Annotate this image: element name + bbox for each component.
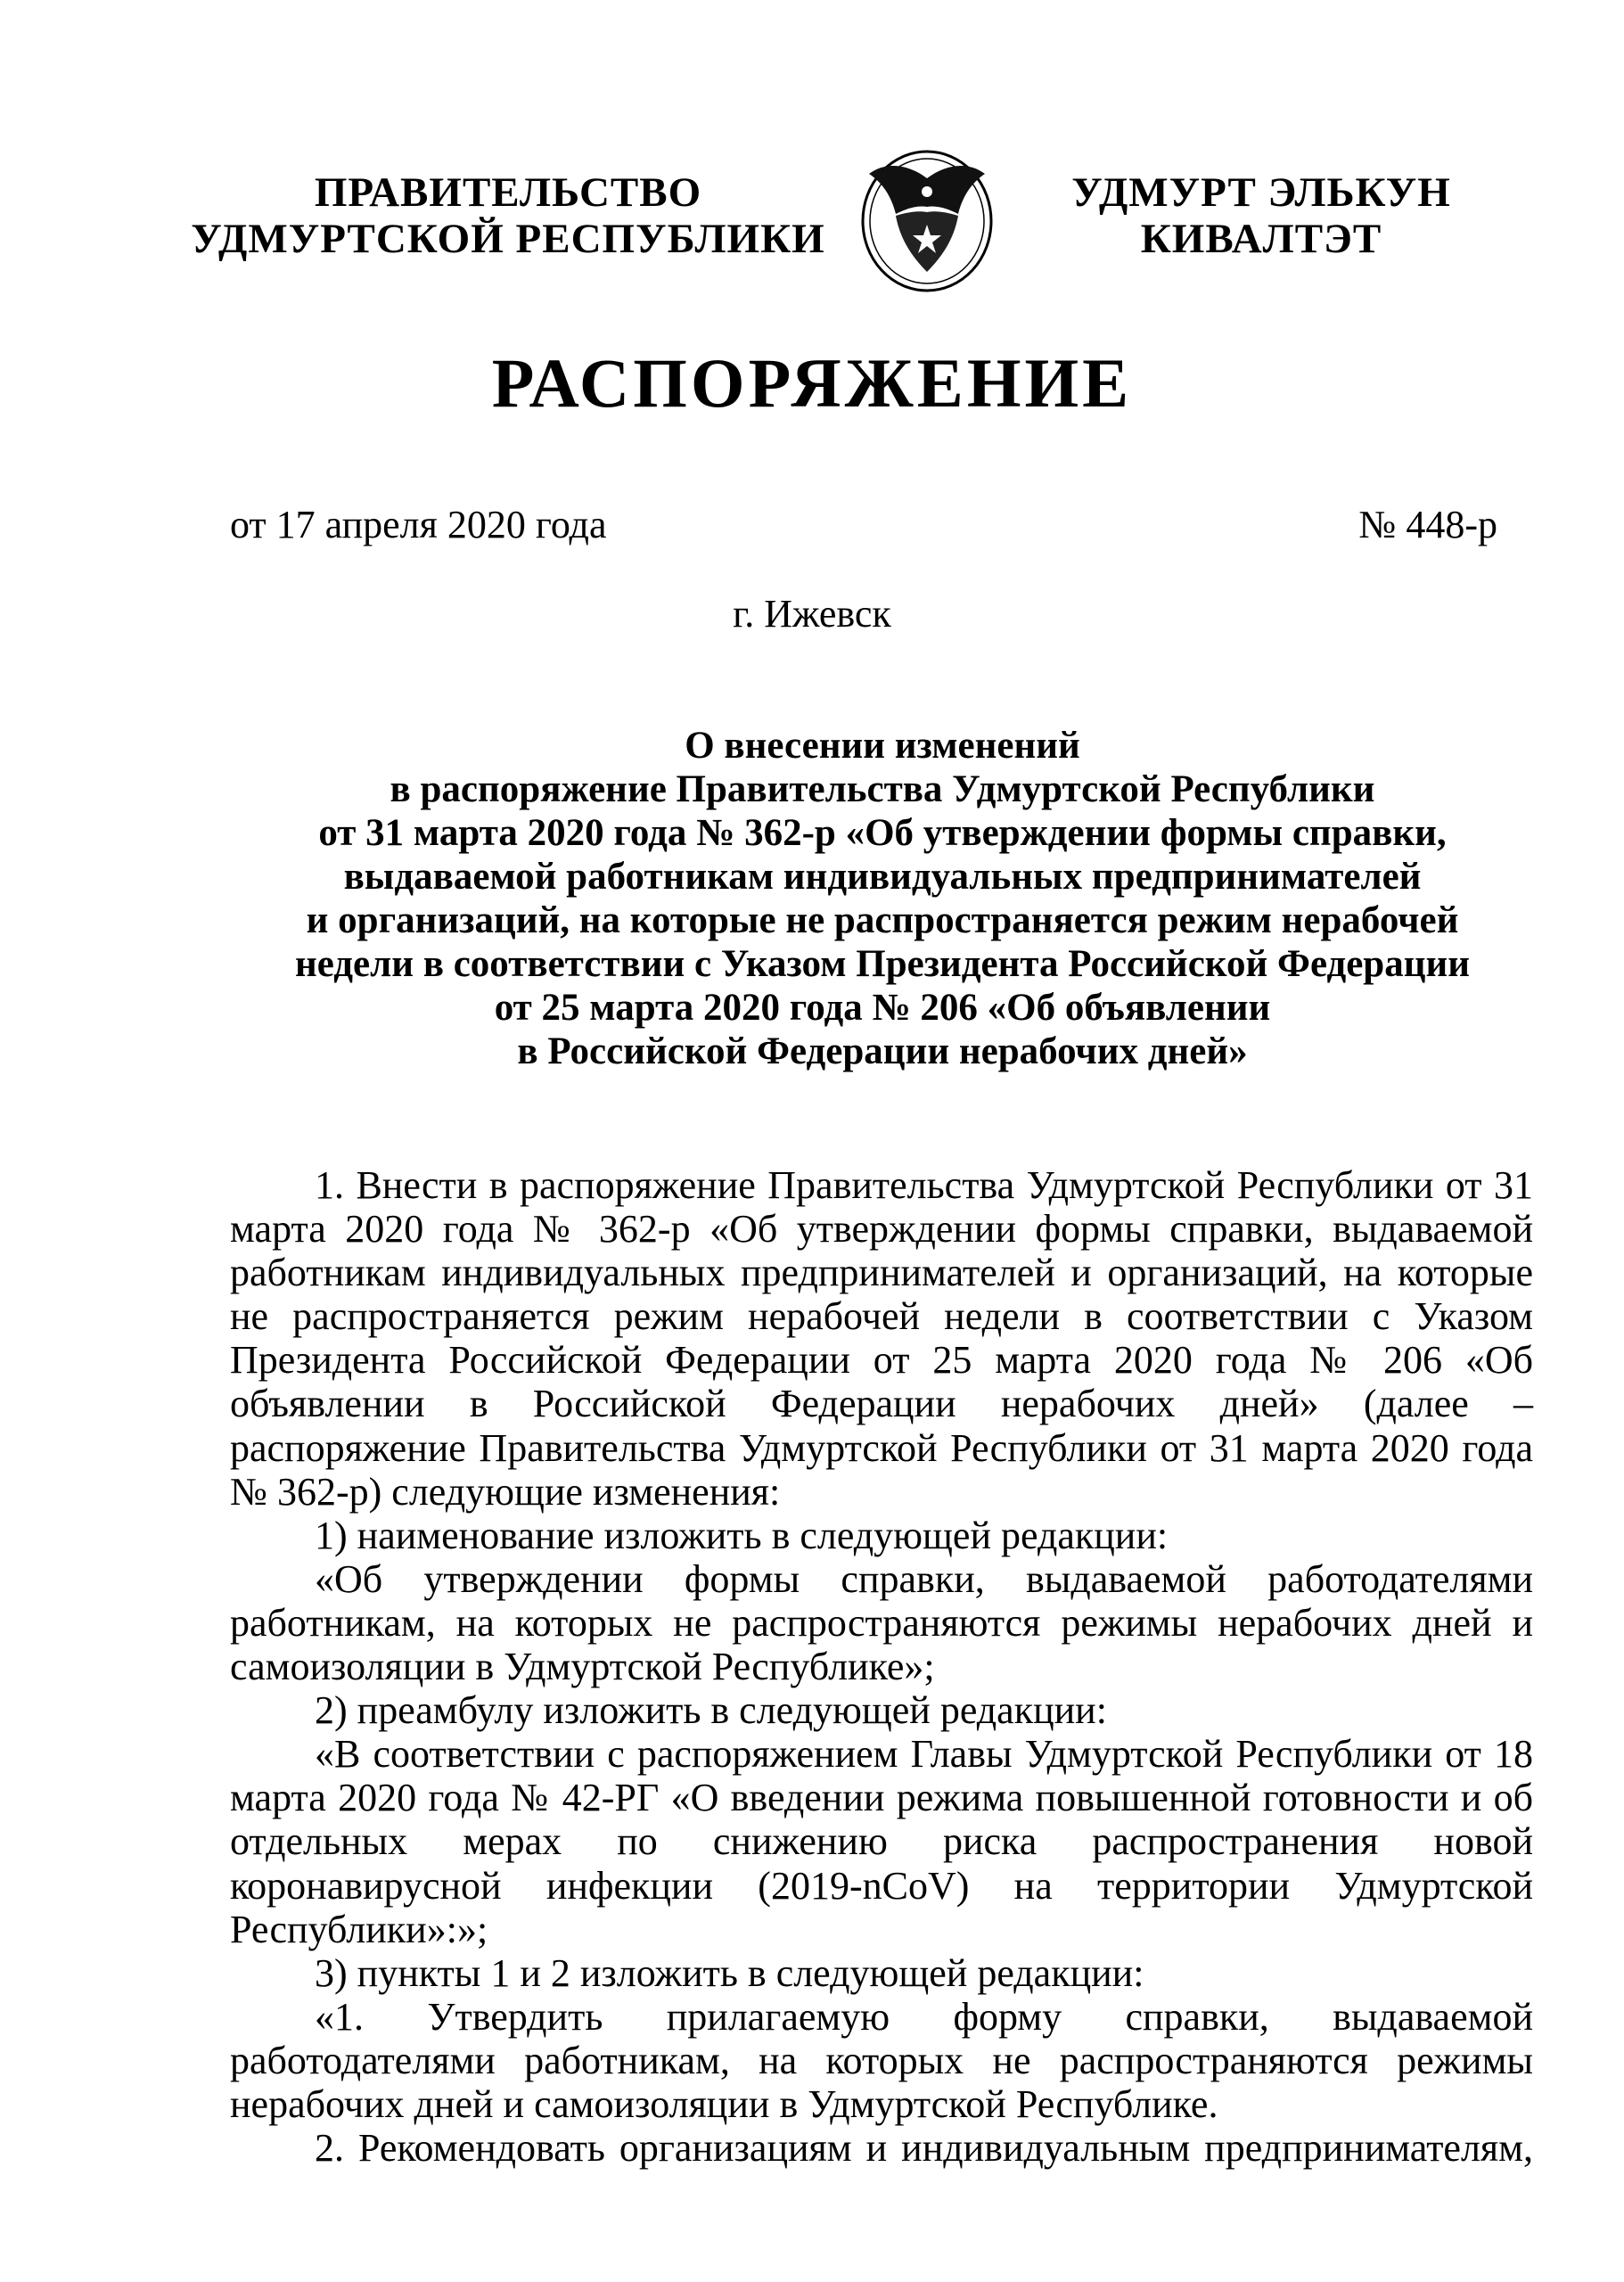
- body-paragraph: 1. Внести в распоряжение Правительства Удмуртской Республики от 31 марта 2020 года № 362-р «Об утверждении формы справки, выдаваемой работникам индивидуальных предпринимателей и организаций, на которые не распространяется режим нерабочей недели в соответствии с Указом Президента Российской Федерации от 25 марта 2020 года № 206 «Об объявлении в Российской Федерации нерабочих дней» (далее – распоряжение Правительства Удмуртской Республики от 31 марта 2020 года № 362-р) следующие изменения:: [230, 1163, 1533, 1514]
- body-paragraph: 2. Рекомендовать организациям и индивидуальным предпринимателям,: [315, 2126, 1533, 2171]
- government-name-udmurt-line-1: УДМУРТ ЭЛЬКУН: [1071, 169, 1451, 216]
- body-paragraph: 2) преамбулу изложить в следующей редакции:: [315, 1688, 1107, 1733]
- government-name-udmurt: [1056, 169, 1466, 262]
- body-paragraph: «Об утверждении формы справки, выдаваемой работодателями работникам, на которых не распространяются режимы нерабочих дней и самоизоляции в Удмуртской Республике»;: [230, 1556, 1533, 1689]
- title-line: и организаций, на которые не распространяется режим нерабочей: [306, 899, 1459, 941]
- government-name-line-2: УДМУРТСКОЙ РЕСПУБЛИКИ: [191, 216, 825, 262]
- document-date: от 17 апреля 2020 года: [230, 503, 607, 546]
- body-paragraph: 3) пункты 1 и 2 изложить в следующей редакции:: [315, 1950, 1144, 1995]
- document-body: [230, 1163, 1533, 2170]
- government-name-line-1: ПРАВИТЕЛЬСТВО: [314, 169, 702, 216]
- title-line: в Российской Федерации нерабочих дней»: [517, 1030, 1248, 1072]
- title-line: недели в соответствии с Указом Президента Российской Федерации: [294, 943, 1471, 985]
- title-line: от 25 марта 2020 года № 206 «Об объявлении: [494, 987, 1271, 1029]
- body-paragraph: 1) наименование изложить в следующей редакции:: [315, 1513, 1169, 1557]
- title-line: О внесении изменений: [685, 725, 1080, 767]
- title-line: от 31 марта 2020 года № 362-р «Об утверждении формы справки,: [318, 812, 1447, 854]
- udmurt-coat-of-arms-icon: [847, 143, 1007, 294]
- government-name-russian: [187, 169, 829, 262]
- document-city: г. Ижевск: [733, 592, 891, 636]
- document-number: № 448-р: [1358, 503, 1497, 546]
- document-type-heading: РАСПОРЯЖЕНИЕ: [491, 344, 1133, 422]
- body-paragraph: «В соответствии с распоряжением Главы Удмуртской Республики от 18 марта 2020 года № 42-РГ «О введении режима повышенной готовности и об отдельных мерах по снижению риска распространения новой коронавирусной инфекции (2019-nCoV) на территории Удмуртской Республики»:»;: [230, 1732, 1533, 1951]
- title-line: в распоряжение Правительства Удмуртской Республики: [390, 768, 1375, 810]
- body-paragraph: «1. Утвердить прилагаемую форму справки, выдаваемой работодателями работникам, на которых не распространяются режимы нерабочих дней и самоизоляции в Удмуртской Республике.: [230, 1994, 1533, 2126]
- title-line: выдаваемой работникам индивидуальных предпринимателей: [343, 856, 1422, 898]
- government-name-udmurt-line-2: КИВАЛТЭТ: [1140, 216, 1382, 262]
- document-title: [250, 724, 1515, 1073]
